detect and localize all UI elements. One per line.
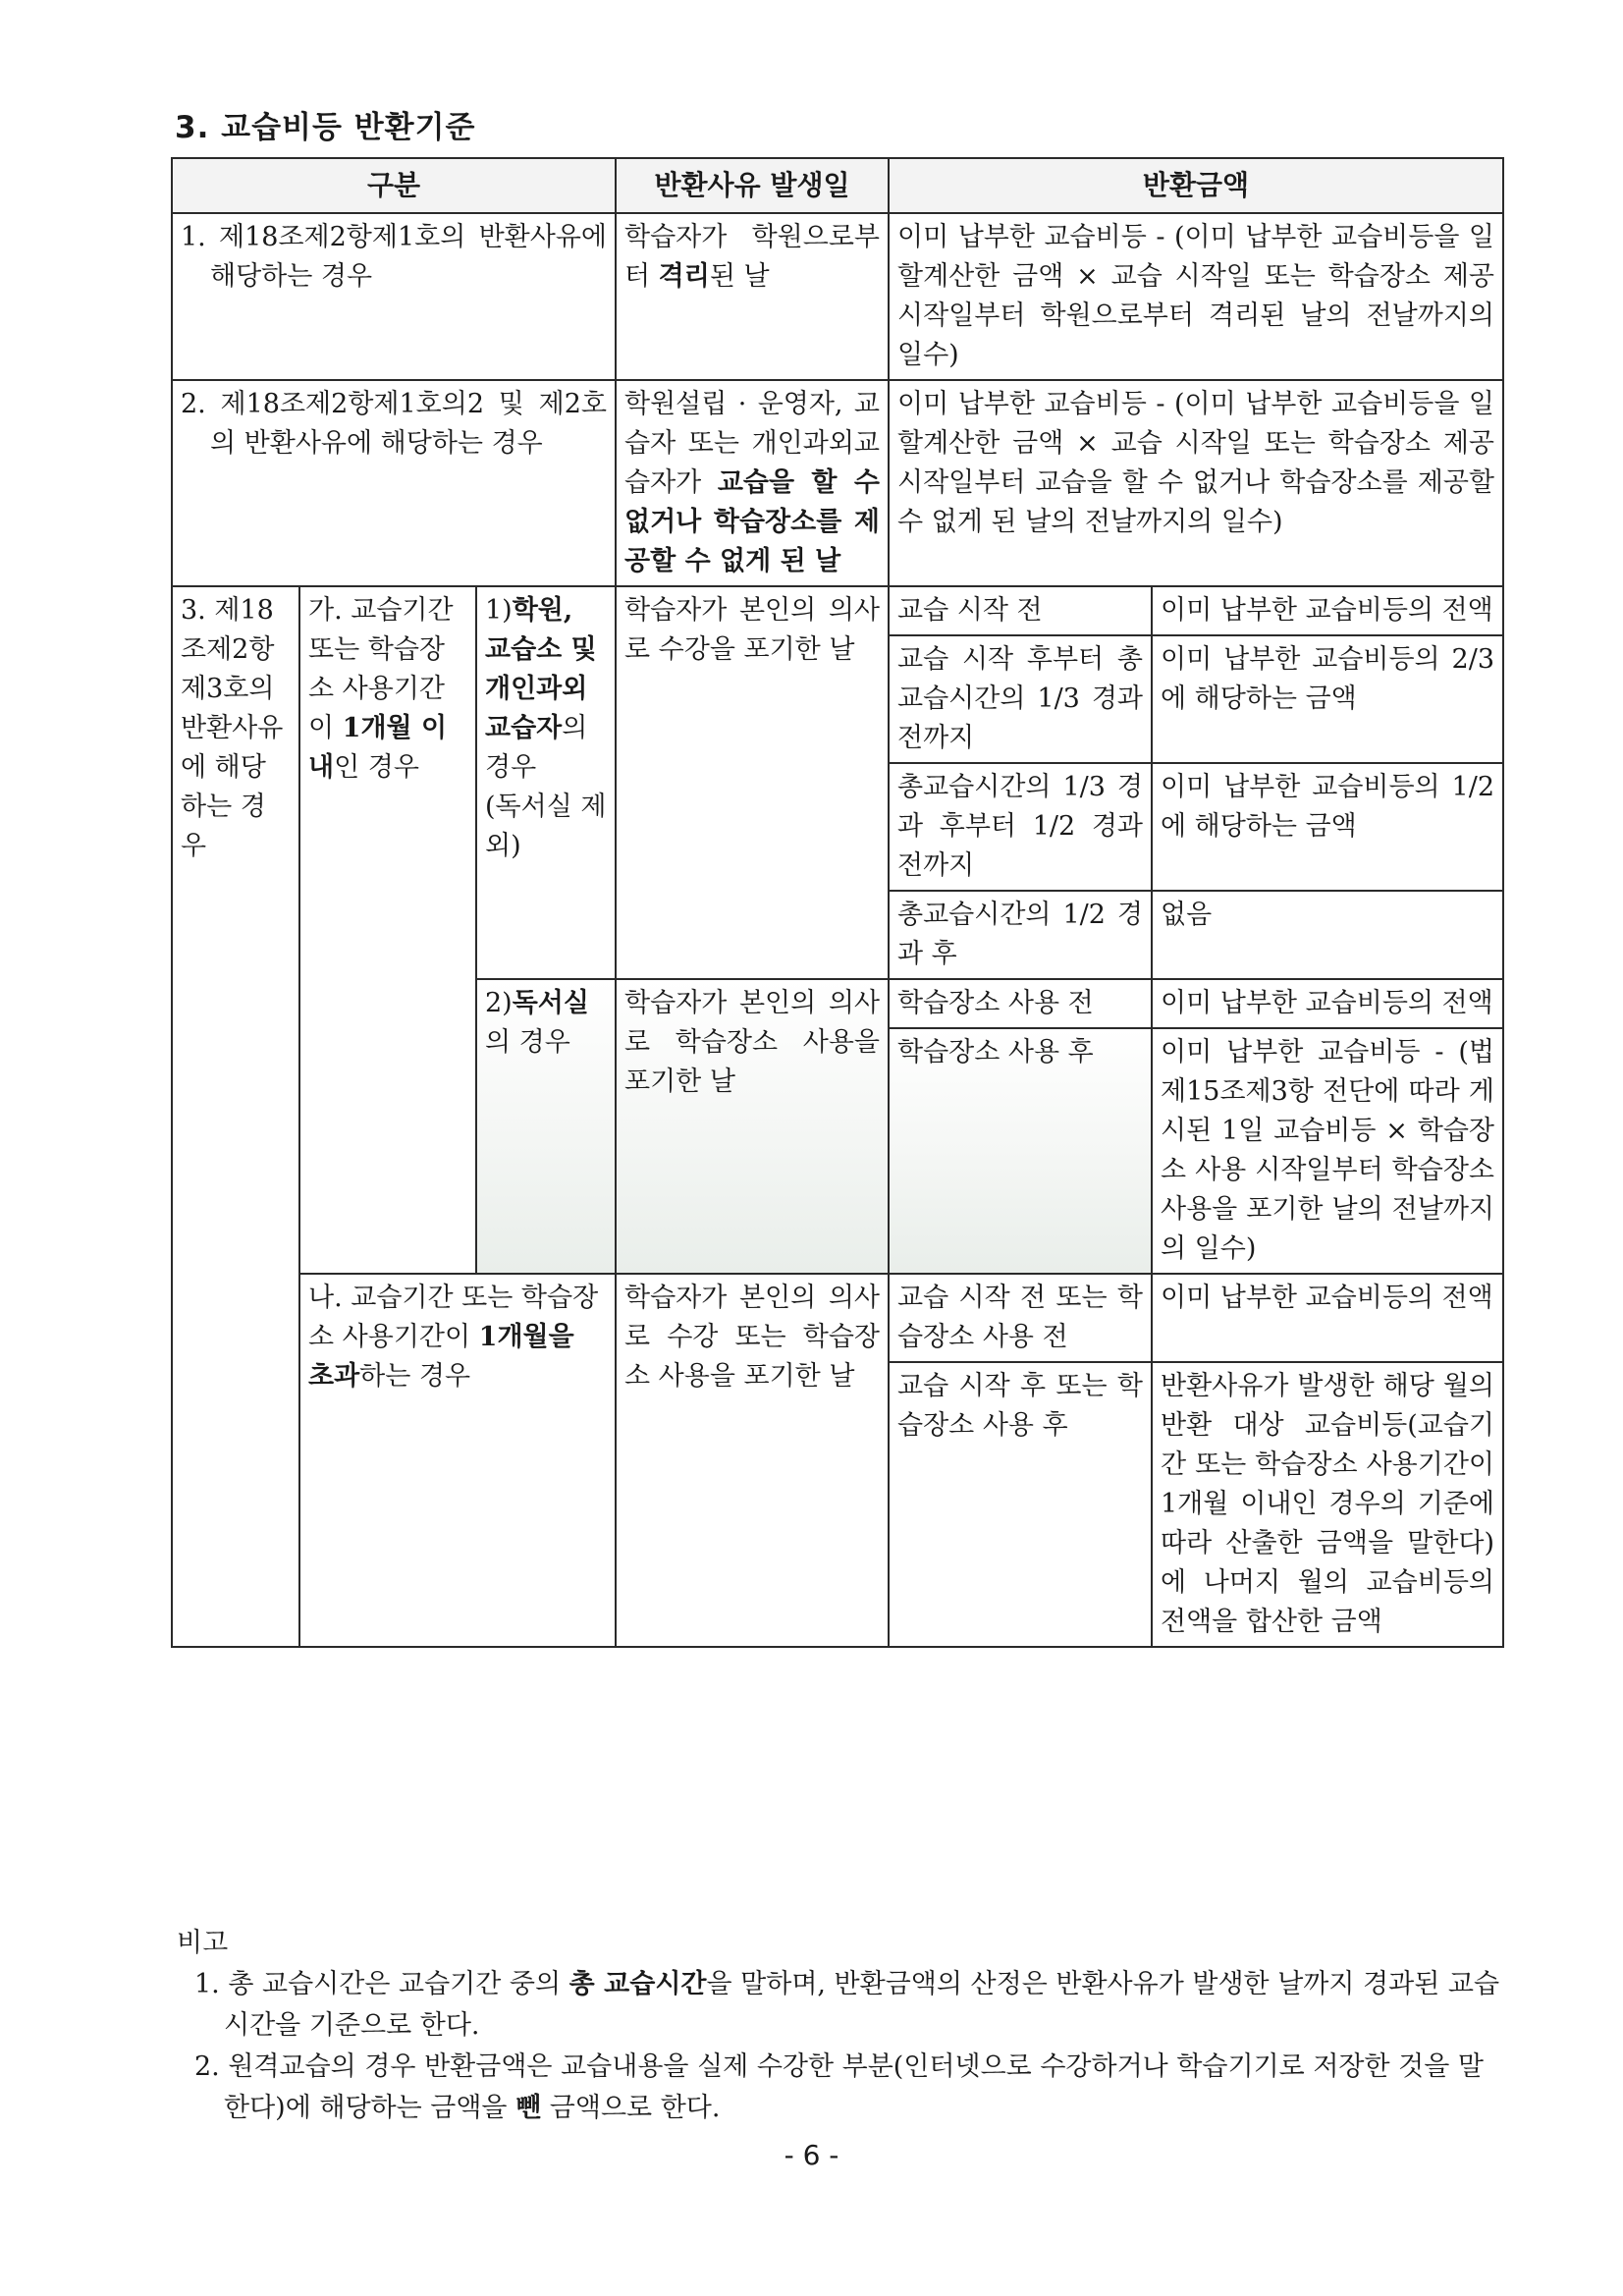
group1-condition-3: 총교습시간의 1/3 경과 후부터 1/2 경과 전까지 (889, 763, 1152, 891)
row3-sub-b-date: 학습자가 본인의 의사로 수강 또는 학습장소 사용을 포기한 날 (616, 1274, 889, 1647)
row1-category: 1. 제18조제2항제1호의 반환사유에 해당하는 경우 (172, 213, 616, 380)
group1-condition-1: 교습 시작 전 (889, 586, 1152, 635)
row1-date: 학습자가 학원으로부터 격리된 날 (616, 213, 889, 380)
row3-sub-b-label: 나. 교습기간 또는 학습장소 사용기간이 1개월을 초과하는 경우 (299, 1274, 616, 1647)
group1-condition-4: 총교습시간의 1/2 경과 후 (889, 891, 1152, 979)
sub-b-condition-2: 교습 시작 후 또는 학습장소 사용 후 (889, 1362, 1152, 1647)
page-number: - 6 - (784, 2139, 839, 2171)
row3-group1-date: 학습자가 본인의 의사로 수강을 포기한 날 (616, 586, 889, 979)
notes-heading: 비고 (177, 1928, 229, 1958)
row1-amount: 이미 납부한 교습비등 - (이미 납부한 교습비등을 일할계산한 금액 × 교습 시작일 또는 학습장소 제공 시작일부터 학원으로부터 격리된 날의 전날까지의 일수) (889, 213, 1503, 380)
group2-condition-1: 학습장소 사용 전 (889, 979, 1152, 1028)
group2-amount-2: 이미 납부한 교습비등 - (법 제15조제3항 전단에 따라 게시된 1일 교습비등 × 학습장소 사용 시작일부터 학습장소 사용을 포기한 날의 전날까지의 일수) (1152, 1028, 1503, 1274)
row2-category: 2. 제18조제2항제1호의2 및 제2호의 반환사유에 해당하는 경우 (172, 380, 616, 586)
row3-category: 3. 제18조제2항제3호의 반환사유에 해당하는 경우 (172, 586, 299, 1647)
table-row (172, 380, 1503, 586)
header-row (172, 158, 1503, 213)
sub-b-amount-1: 이미 납부한 교습비등의 전액 (1152, 1274, 1503, 1362)
group1-amount-3: 이미 납부한 교습비등의 1/2에 해당하는 금액 (1152, 763, 1503, 891)
group1-amount-2: 이미 납부한 교습비등의 2/3에 해당하는 금액 (1152, 635, 1503, 763)
row3-group2-label: 2)독서실의 경우 (476, 979, 616, 1274)
header-category: 구분 (172, 158, 616, 213)
notes-section (177, 1923, 1502, 2129)
row3-sub-a-label: 가. 교습기간 또는 학습장소 사용기간이 1개월 이내인 경우 (299, 586, 476, 1274)
header-date: 반환사유 발생일 (616, 158, 889, 213)
table-row (172, 1274, 1503, 1362)
row2-date: 학원설립 · 운영자, 교습자 또는 개인과외교습자가 교습을 할 수 없거나 학습장소를 제공할 수 없게 된 날 (616, 380, 889, 586)
table-row (172, 586, 1503, 635)
group2-condition-2: 학습장소 사용 후 (889, 1028, 1152, 1274)
group1-amount-4: 없음 (1152, 891, 1503, 979)
group2-amount-1: 이미 납부한 교습비등의 전액 (1152, 979, 1503, 1028)
row2-amount: 이미 납부한 교습비등 - (이미 납부한 교습비등을 일할계산한 금액 × 교습 시작일 또는 학습장소 제공 시작일부터 교습을 할 수 없거나 학습장소를 제공할 수 없게 된 날의 전날까지의 일수) (889, 380, 1503, 586)
sub-b-condition-1: 교습 시작 전 또는 학습장소 사용 전 (889, 1274, 1152, 1362)
row3-group2-date: 학습자가 본인의 의사로 학습장소 사용을 포기한 날 (616, 979, 889, 1274)
row3-group1-label: 1)학원, 교습소 및 개인과외교습자의 경우 (독서실 제외) (476, 586, 616, 979)
note-item-1: 1. 총 교습시간은 교습기간 중의 총 교습시간을 말하며, 반환금액의 산정은 반환사유가 발생한 날까지 경과된 교습시간을 기준으로 한다. (194, 1969, 1500, 2041)
page-title: 3. 교습비등 반환기준 (175, 110, 476, 145)
group1-condition-2: 교습 시작 후부터 총교습시간의 1/3 경과 전까지 (889, 635, 1152, 763)
table-row (172, 213, 1503, 380)
header-amount: 반환금액 (889, 158, 1503, 213)
refund-criteria-table (171, 157, 1504, 1648)
sub-b-amount-2: 반환사유가 발생한 해당 월의 반환 대상 교습비등(교습기간 또는 학습장소 사용기간이 1개월 이내인 경우의 기준에 따라 산출한 금액을 말한다)에 나머지 월의 교습비등의 전액을 합산한 금액 (1152, 1362, 1503, 1647)
note-item-2: 2. 원격교습의 경우 반환금액은 교습내용을 실제 수강한 부분(인터넷으로 수강하거나 학습기기로 저장한 것을 말한다)에 해당하는 금액을 뺀 금액으로 한다. (194, 2051, 1484, 2123)
group1-amount-1: 이미 납부한 교습비등의 전액 (1152, 586, 1503, 635)
